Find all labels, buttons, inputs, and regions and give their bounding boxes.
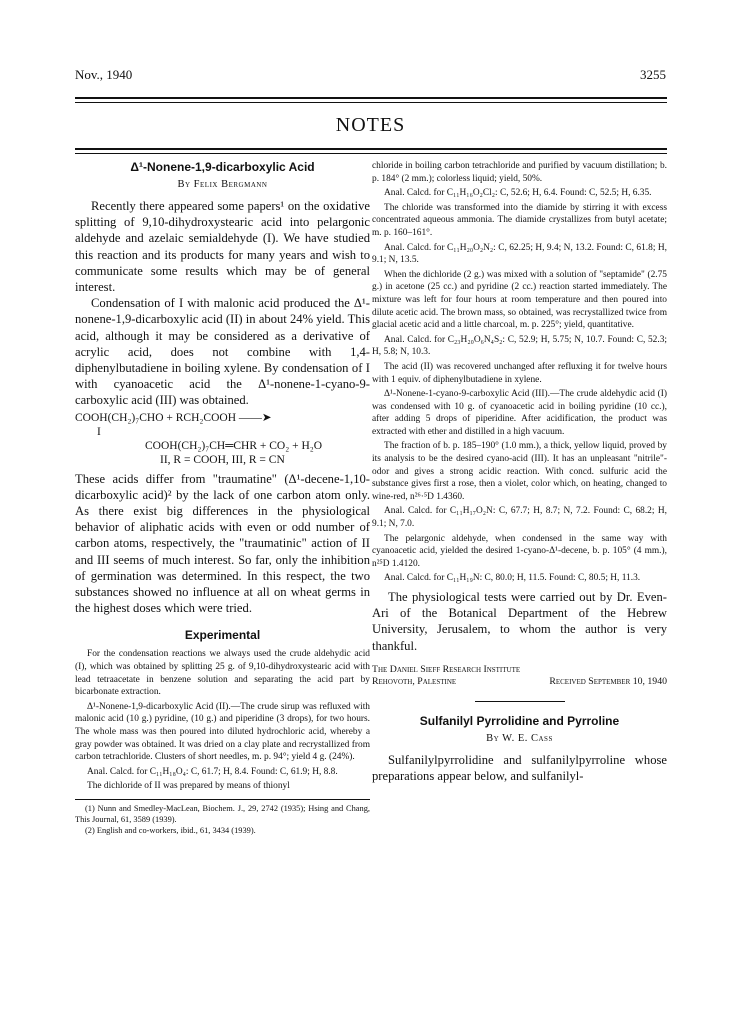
reaction-label: II, R = COOH, III, R = CN — [160, 453, 285, 466]
institution-block — [372, 664, 667, 689]
author-byline-2: By W. E. Cass — [486, 732, 553, 744]
header-rule-top — [75, 97, 667, 99]
footnote: (1) Nunn and Smedley-MacLean, Biochem. J., 29, 2742 (1935); Hsing and Chang, This Journal, 61, 3589 (1939). — [75, 804, 370, 824]
analysis-paragraph: Anal. Calcd. for C₁₁H₁₇O₂N: C, 67.7; H, 8.7; N, 7.2. Found: C, 68.2; H, 9.1; N, 7.0. — [372, 506, 667, 530]
section-rule-top — [75, 148, 667, 150]
body-paragraph: Sulfanilylpyrrolidine and sulfanilylpyrroline whose preparations appear below, and sulfanilyl- — [372, 752, 667, 784]
analysis-paragraph: Anal. Calcd. for C₁₁H₁₉N: C, 80.0; H, 11.5. Found: C, 80.5; H, 11.3. — [384, 573, 641, 584]
reaction-line: COOH(CH₂)₇CHO + RCH₂COOH ——➤ — [75, 411, 272, 424]
left-column — [75, 160, 370, 836]
experimental-paragraph: Δ¹-Nonene-1,9-dicarboxylic Acid (II).—The crude sirup was refluxed with malonic acid (10 g.) pyridine, (10 g.) and piperidine (3 drops), for two hours. The whole mass was then poured into diluted hydrochloric acid, whereby a gray powder was obtained. It was dried on a clay plate and recrystallized from carbon tetrachloride. Clusters of short needles, m. p. 94°; yield 4 g. (24%). — [75, 701, 370, 763]
analysis-paragraph: Anal. Calcd. for C₁₁H₁₆O₂Cl₂: C, 52.6; H, 6.4. Found: C, 52.5; H, 6.35. — [384, 188, 652, 199]
experimental-paragraph: The pelargonic aldehyde, when condensed in the same way with cyanoacetic acid, yielded the desired 1-cyano-Δ¹-decene, b. p. 105° (4 mm.), n²⁵D 1.4120. — [372, 533, 667, 569]
section-rule-bottom — [75, 153, 667, 154]
experimental-paragraph: Δ¹-Nonene-1-cyano-9-carboxylic Acid (III).—The crude aldehydic acid (I) was condensed with 10 g. of cyanoacetic acid in boiling pyridine (10 cc.), after adding 5 drops of piperidine. After acidification, the product was extracted with ether and distilled in a high vacuum. — [372, 389, 667, 437]
received-date: Received September 10, 1940 — [549, 676, 667, 688]
reaction-scheme — [75, 411, 370, 467]
footnote-rule — [75, 799, 370, 800]
page-number: 3255 — [640, 67, 666, 82]
article-title-2: Sulfanilyl Pyrrolidine and Pyrroline — [419, 713, 620, 728]
experimental-paragraph: The acid (II) was recovered unchanged after refluxing it for twelve hours with 1 equiv. of diphenylbutadiene in xylene. — [372, 361, 667, 385]
footnote: (2) English and co-workers, ibid., 61, 3434 (1939). — [85, 826, 256, 835]
right-column — [372, 160, 667, 784]
body-paragraph: Recently there appeared some papers¹ on the oxidative splitting of 9,10-dihydroxystearic acid into pelargonic aldehyde and azelaic semialdehyde (I). We have studied this reaction and its products for many years and wish to communicate some results which may be of general interest. — [75, 199, 370, 295]
body-paragraph: These acids differ from "traumatine" (Δ¹-decene-1,10-dicarboxylic acid)² by the lack of one carbon atom only. As there exist big differences in the physiological behavior of aliphatic acids with even or odd number of carbon atoms, respectively, the "traumatinic" action of II and III seems of much interest. So far, only the inhibition of germination was determined. In this respect, the two substances showed no influence at all on wheat germs in the highest doses which were tried. — [75, 471, 370, 616]
experimental-paragraph: The dichloride of II was prepared by means of thionyl — [87, 781, 290, 792]
experimental-paragraph: The chloride was transformed into the diamide by stirring it with excess concentrated aqueous ammonia. The diamide crystallizes from butyl acetate; m. p. 160–161°. — [372, 202, 667, 238]
header-rule-bottom — [75, 102, 667, 103]
reaction-label: I — [97, 425, 101, 438]
institution-name: The Daniel Sieff Research Institute — [372, 663, 521, 675]
experimental-paragraph: chloride in boiling carbon tetrachloride and purified by vacuum distillation; b. p. 184° (2 mm.); colorless liquid; yield, 50%. — [372, 161, 667, 184]
author-byline: By Felix Bergmann — [177, 179, 268, 190]
running-head-left: Nov., 1940 — [75, 67, 133, 82]
article-title: Δ¹-Nonene-1,9-dicarboxylic Acid — [130, 160, 315, 174]
experimental-paragraph: When the dichloride (2 g.) was mixed with a solution of "septamide" (2.75 g.) in acetone (25 cc.) and pyridine (2 cc.) reaction started immediately. The mixture was left for four hours at room temperature and then poured into dilute acetic acid. The brown mass, so obtained, was recrystallized twice from glacial acetic acid and a little charcoal, m. p. 225°; yield, quantitative. — [372, 269, 667, 331]
experimental-heading: Experimental — [184, 628, 261, 643]
experimental-paragraph: For the condensation reactions we always used the crude aldehydic acid (I), which was obtained by splitting 25 g. of 9,10-dihydroxystearic acid with lead tetraacetate in benzene solution and separating the acid part by bicarbonate extraction. — [75, 649, 370, 698]
reaction-line: COOH(CH₂)₇CH═CHR + CO₂ + H₂O — [145, 439, 323, 452]
analysis-paragraph: Anal. Calcd. for C₂₃H₂₀O₆N₄S₂: C, 52.9; H, 5.75; N, 10.7. Found: C, 52.3; H, 5.8; N, 10.3. — [372, 334, 667, 358]
experimental-paragraph: The fraction of b. p. 185–190° (1.0 mm.), a thick, yellow liquid, proved by its analysis to be the desired cyano-acid (III). It has an unpleasant "nitrile"-odor and gives a strong acidic reaction. With concd. sulfuric acid the substance gives first a rose, then a violet, color which, on heating, changed to wine-red, n²⁶·⁵D 1.4360. — [372, 441, 667, 502]
analysis-paragraph: Anal. Calcd. for C₁₁H₂₀O₂N₂: C, 62.25; H, 9.4; N, 13.2. Found: C, 61.8; H, 9.1; N, 13.5. — [372, 242, 667, 266]
article-separator — [475, 701, 565, 702]
body-paragraph: Condensation of I with malonic acid produced the Δ¹-nonene-1,9-dicarboxylic acid (II) in about 24% yield. This acid, although it may be considered as a derivative of acrylic acid, does not combine with 1,4-diphenylbutadiene in boiling xylene. By condensation of I with cyanoacetic acid the Δ¹-nonene-1-cyano-9-carboxylic acid (III) was obtained. — [75, 296, 370, 408]
analysis-paragraph: Anal. Calcd. for C₁₁H₁₈O₄: C, 61.7; H, 8.4. Found: C, 61.9; H, 8.8. — [87, 766, 338, 777]
acknowledgment-paragraph: The physiological tests were carried out by Dr. Even-Ari of the Botanical Department of the Hebrew University, Jerusalem, to whom the author is very thankful. — [372, 590, 667, 653]
section-title: NOTES — [335, 114, 406, 136]
institution-place: Rehovoth, Palestine — [372, 676, 457, 688]
